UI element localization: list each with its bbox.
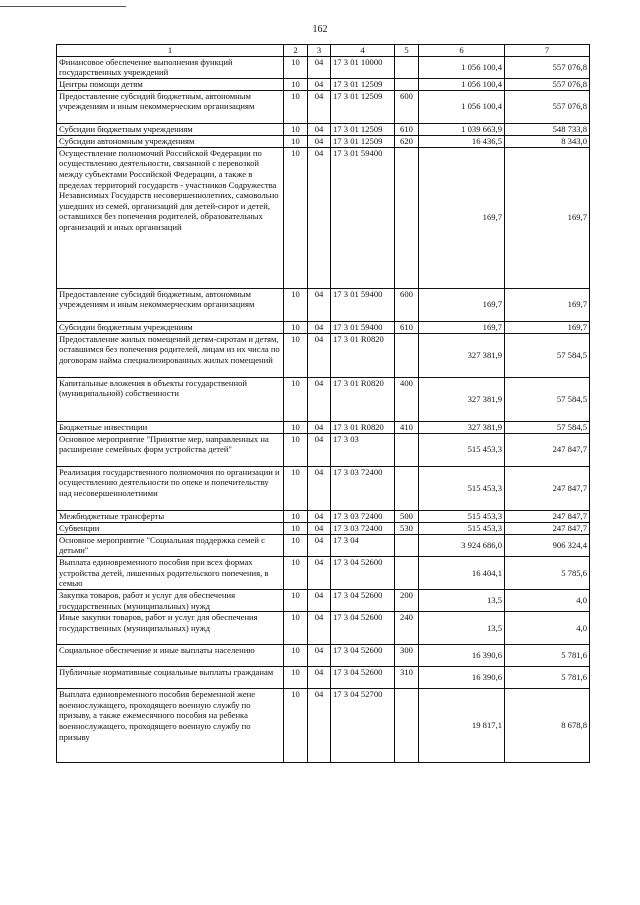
subsection-code: 04 [308, 147, 331, 288]
subsection-code: 04 [308, 56, 331, 78]
subsection-code: 04 [308, 612, 331, 645]
subsection-code: 04 [308, 90, 331, 123]
target-article-code: 17 3 01 R0820 [331, 377, 395, 421]
section-code: 10 [284, 377, 308, 421]
table-row [57, 556, 590, 589]
target-article-code: 17 3 01 R0820 [331, 421, 395, 433]
amount-col6: 515 453,3 [419, 510, 505, 522]
amount-col6: 169,7 [419, 321, 505, 333]
column-header-row [57, 45, 590, 57]
subsection-code: 04 [308, 377, 331, 421]
subsection-code: 04 [308, 510, 331, 522]
amount-col7: 8 678,8 [505, 689, 590, 763]
row-name: Центры помощи детям [57, 78, 284, 90]
subsection-code: 04 [308, 123, 331, 135]
row-name: Бюджетные инвестиции [57, 421, 284, 433]
table-row [57, 589, 590, 611]
table-row [57, 56, 590, 78]
amount-col7: 5 785,6 [505, 556, 590, 589]
expense-type-code: 300 [395, 645, 419, 667]
amount-col6: 515 453,3 [419, 522, 505, 534]
subsection-code: 04 [308, 522, 331, 534]
row-name: Реализация государственного полномочия по организации и осуществлению деятельности по опеке и попечительству над несовершеннолетними [57, 466, 284, 510]
amount-col7: 169,7 [505, 147, 590, 288]
target-article-code: 17 3 01 R0820 [331, 333, 395, 377]
amount-col6: 1 039 663,9 [419, 123, 505, 135]
row-name: Основное мероприятие "Социальная поддержка семей с детьми" [57, 534, 284, 556]
expense-type-code: 500 [395, 510, 419, 522]
expense-type-code: 610 [395, 321, 419, 333]
subsection-code: 04 [308, 321, 331, 333]
target-article-code: 17 3 04 52600 [331, 645, 395, 667]
amount-col6: 16 436,5 [419, 135, 505, 147]
col-header-3: 3 [308, 45, 331, 57]
section-code: 10 [284, 78, 308, 90]
target-article-code: 17 3 04 52600 [331, 556, 395, 589]
expense-type-code [395, 466, 419, 510]
section-code: 10 [284, 135, 308, 147]
amount-col6: 16 390,6 [419, 645, 505, 667]
section-code: 10 [284, 333, 308, 377]
budget-table [56, 44, 590, 763]
section-code: 10 [284, 90, 308, 123]
amount-col6: 13,5 [419, 612, 505, 645]
expense-type-code: 620 [395, 135, 419, 147]
row-name: Основное мероприятие "Принятие мер, направленных на расширение семейных форм устройства детей" [57, 433, 284, 466]
section-code: 10 [284, 589, 308, 611]
budget-table-body [57, 45, 590, 763]
amount-col6: 1 056 100,4 [419, 90, 505, 123]
amount-col7: 5 781,6 [505, 645, 590, 667]
row-name: Предоставление субсидий бюджетным, автономным учреждениям и иным некоммерческим организациям [57, 90, 284, 123]
expense-type-code [395, 534, 419, 556]
row-name: Субсидии автономным учреждениям [57, 135, 284, 147]
col-header-4: 4 [331, 45, 395, 57]
target-article-code: 17 3 04 52600 [331, 589, 395, 611]
table-row [57, 612, 590, 645]
amount-col7: 557 076,8 [505, 78, 590, 90]
target-article-code: 17 3 04 52600 [331, 667, 395, 689]
subsection-code: 04 [308, 645, 331, 667]
subsection-code: 04 [308, 421, 331, 433]
target-article-code: 17 3 04 [331, 534, 395, 556]
amount-col7: 548 733,8 [505, 123, 590, 135]
amount-col7: 247 847,7 [505, 510, 590, 522]
table-row [57, 78, 590, 90]
amount-col6: 3 924 686,0 [419, 534, 505, 556]
subsection-code: 04 [308, 333, 331, 377]
expense-type-code [395, 433, 419, 466]
expense-type-code: 400 [395, 377, 419, 421]
subsection-code: 04 [308, 288, 331, 321]
amount-col6: 1 056 100,4 [419, 56, 505, 78]
section-code: 10 [284, 433, 308, 466]
section-code: 10 [284, 466, 308, 510]
top-rule [0, 6, 126, 7]
amount-col7: 57 584,5 [505, 377, 590, 421]
target-article-code: 17 3 01 12509 [331, 135, 395, 147]
section-code: 10 [284, 147, 308, 288]
target-article-code: 17 3 01 12509 [331, 123, 395, 135]
subsection-code: 04 [308, 78, 331, 90]
expense-type-code: 600 [395, 90, 419, 123]
table-row [57, 135, 590, 147]
section-code: 10 [284, 321, 308, 333]
row-name: Выплата единовременного пособия беременной жене военнослужащего, проходящего военную службу по призыву, а также ежемесячного пособия на ребенка военнослужащего, проходящего военную службу по призыву [57, 689, 284, 763]
target-article-code: 17 3 03 72400 [331, 522, 395, 534]
section-code: 10 [284, 645, 308, 667]
table-row [57, 421, 590, 433]
table-row [57, 534, 590, 556]
table-row [57, 510, 590, 522]
amount-col7: 557 076,8 [505, 90, 590, 123]
row-name: Закупка товаров, работ и услуг для обеспечения государственных (муниципальных) нужд [57, 589, 284, 611]
row-name: Финансовое обеспечение выполнения функций государственных учреждений [57, 56, 284, 78]
section-code: 10 [284, 534, 308, 556]
table-row [57, 123, 590, 135]
amount-col7: 247 847,7 [505, 433, 590, 466]
amount-col7: 906 324,4 [505, 534, 590, 556]
amount-col7: 8 343,0 [505, 135, 590, 147]
target-article-code: 17 3 04 52600 [331, 612, 395, 645]
amount-col7: 5 781,6 [505, 667, 590, 689]
amount-col7: 4,0 [505, 589, 590, 611]
amount-col7: 57 584,5 [505, 421, 590, 433]
amount-col6: 515 453,3 [419, 433, 505, 466]
expense-type-code [395, 147, 419, 288]
table-row [57, 321, 590, 333]
expense-type-code: 610 [395, 123, 419, 135]
expense-type-code [395, 333, 419, 377]
table-row [57, 466, 590, 510]
row-name: Иные закупки товаров, работ и услуг для обеспечения государственных (муниципальных) нужд [57, 612, 284, 645]
target-article-code: 17 3 01 59400 [331, 147, 395, 288]
table-row [57, 333, 590, 377]
table-row [57, 645, 590, 667]
amount-col7: 557 076,8 [505, 56, 590, 78]
row-name: Межбюджетные трансферты [57, 510, 284, 522]
amount-col6: 327 381,9 [419, 421, 505, 433]
section-code: 10 [284, 288, 308, 321]
section-code: 10 [284, 123, 308, 135]
target-article-code: 17 3 01 10000 [331, 56, 395, 78]
amount-col7: 169,7 [505, 288, 590, 321]
amount-col6: 1 056 100,4 [419, 78, 505, 90]
amount-col7: 247 847,7 [505, 466, 590, 510]
expense-type-code [395, 56, 419, 78]
expense-type-code [395, 78, 419, 90]
subsection-code: 04 [308, 689, 331, 763]
table-row [57, 377, 590, 421]
subsection-code: 04 [308, 667, 331, 689]
col-header-1: 1 [57, 45, 284, 57]
table-row [57, 288, 590, 321]
expense-type-code: 530 [395, 522, 419, 534]
subsection-code: 04 [308, 466, 331, 510]
row-name: Субвенции [57, 522, 284, 534]
page-number: 162 [312, 24, 328, 35]
amount-col6: 16 404,1 [419, 556, 505, 589]
amount-col6: 515 453,3 [419, 466, 505, 510]
amount-col6: 169,7 [419, 147, 505, 288]
col-header-7: 7 [505, 45, 590, 57]
section-code: 10 [284, 689, 308, 763]
target-article-code: 17 3 04 52700 [331, 689, 395, 763]
table-row [57, 689, 590, 763]
row-name: Выплата единовременного пособия при всех формах устройства детей, лишенных родительского попечения, в семью [57, 556, 284, 589]
subsection-code: 04 [308, 433, 331, 466]
amount-col6: 169,7 [419, 288, 505, 321]
amount-col7: 57 584,5 [505, 333, 590, 377]
target-article-code: 17 3 03 72400 [331, 510, 395, 522]
row-name: Осуществление полномочий Российской Федерации по осуществлению деятельности, связанной с перевозкой между субъектами Российской Федерации, а также в пределах территорий государств - участников Содружества Независимых Государств несовершеннолетних, самовольно ушедших из семей, организаций для детей-сирот и детей, оставшихся без попечения родителей, образовательных организаций и иных организаций [57, 147, 284, 288]
section-code: 10 [284, 667, 308, 689]
table-row [57, 522, 590, 534]
expense-type-code: 240 [395, 612, 419, 645]
expense-type-code [395, 556, 419, 589]
expense-type-code: 200 [395, 589, 419, 611]
target-article-code: 17 3 03 [331, 433, 395, 466]
expense-type-code [395, 689, 419, 763]
row-name: Предоставление субсидий бюджетным, автономным учреждениям и иным некоммерческим организациям [57, 288, 284, 321]
row-name: Субсидии бюджетным учреждениям [57, 321, 284, 333]
section-code: 10 [284, 612, 308, 645]
amount-col6: 327 381,9 [419, 377, 505, 421]
target-article-code: 17 3 01 12509 [331, 90, 395, 123]
amount-col7: 169,7 [505, 321, 590, 333]
section-code: 10 [284, 421, 308, 433]
amount-col6: 16 390,6 [419, 667, 505, 689]
section-code: 10 [284, 522, 308, 534]
col-header-5: 5 [395, 45, 419, 57]
row-name: Публичные нормативные социальные выплаты гражданам [57, 667, 284, 689]
expense-type-code: 600 [395, 288, 419, 321]
target-article-code: 17 3 01 59400 [331, 321, 395, 333]
table-row [57, 433, 590, 466]
amount-col6: 327 381,9 [419, 333, 505, 377]
target-article-code: 17 3 03 72400 [331, 466, 395, 510]
section-code: 10 [284, 556, 308, 589]
target-article-code: 17 3 01 12509 [331, 78, 395, 90]
subsection-code: 04 [308, 135, 331, 147]
section-code: 10 [284, 56, 308, 78]
amount-col7: 4,0 [505, 612, 590, 645]
subsection-code: 04 [308, 556, 331, 589]
row-name: Капитальные вложения в объекты государственной (муниципальной) собственности [57, 377, 284, 421]
amount-col7: 247 847,7 [505, 522, 590, 534]
table-row [57, 90, 590, 123]
amount-col6: 19 817,1 [419, 689, 505, 763]
row-name: Субсидии бюджетным учреждениям [57, 123, 284, 135]
subsection-code: 04 [308, 589, 331, 611]
table-row [57, 667, 590, 689]
section-code: 10 [284, 510, 308, 522]
subsection-code: 04 [308, 534, 331, 556]
row-name: Предоставление жилых помещений детям-сиротам и детям, оставшимся без попечения родителей, лицам из их числа по договорам найма специализированных жилых помещений [57, 333, 284, 377]
expense-type-code: 410 [395, 421, 419, 433]
expense-type-code: 310 [395, 667, 419, 689]
col-header-6: 6 [419, 45, 505, 57]
target-article-code: 17 3 01 59400 [331, 288, 395, 321]
col-header-2: 2 [284, 45, 308, 57]
row-name: Социальное обеспечение и иные выплаты населению [57, 645, 284, 667]
table-row [57, 147, 590, 288]
amount-col6: 13,5 [419, 589, 505, 611]
